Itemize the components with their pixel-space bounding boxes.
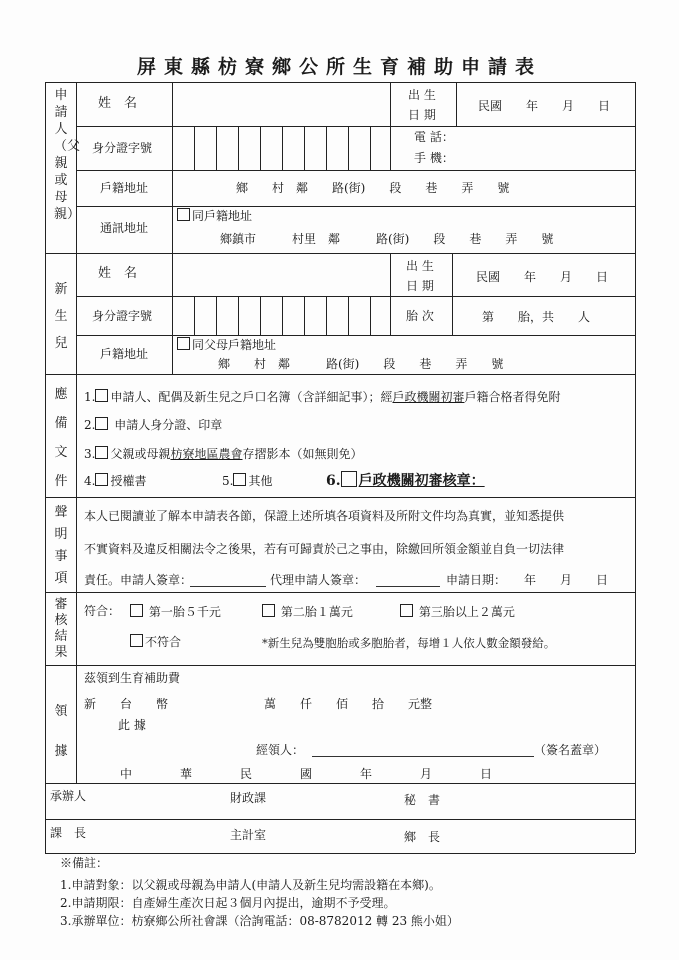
newborn-birth-label-1: 出 生 xyxy=(406,259,434,273)
approval-mayor: 鄉 長 xyxy=(404,830,441,844)
applicant-id-label: 身分證字號 xyxy=(92,141,153,155)
receiver-signature-field[interactable] xyxy=(312,756,534,757)
receipt-section-label: 領據 xyxy=(54,704,68,759)
approval-secretary: 秘 書 xyxy=(404,793,441,807)
receipt-line-3: 此 據 xyxy=(118,718,146,732)
doc-item-1: 1. 申請人、配偶及新生兒之戶口名簿（含詳細記事）；經戶政機關初審戶籍合格者得免附 xyxy=(84,390,561,404)
doc-3-checkbox[interactable] xyxy=(95,446,108,459)
applicant-birth-date-field[interactable]: 民國 年 月 日 xyxy=(478,99,611,113)
newborn-reg-addr-field[interactable]: 鄉 村 鄰 路(街) 段 巷 弄 號 xyxy=(218,357,504,371)
declaration-section-label: 聲明事項 xyxy=(54,505,68,586)
review-opt-3[interactable]: 第三胎以上２萬元 xyxy=(400,604,515,619)
border-right xyxy=(635,82,636,853)
checkbox-icon xyxy=(262,604,275,617)
receipt-amount-field[interactable]: 新 台 幣 萬 仟 佰 拾 元整 xyxy=(84,697,433,711)
newborn-birth-date-field[interactable]: 民國 年 月 日 xyxy=(476,270,609,284)
doc-4-checkbox[interactable] xyxy=(95,473,108,486)
same-as-reg-checkbox[interactable]: 同戶籍地址 xyxy=(177,208,252,223)
newborn-name-label: 姓 名 xyxy=(98,266,138,281)
applicant-name-label: 姓 名 xyxy=(98,96,138,111)
review-note: *新生兒為雙胞胎或多胞胎者，每增１人依人數金額發給。 xyxy=(262,636,556,650)
newborn-reg-addr-label: 戶籍地址 xyxy=(100,347,149,361)
applicant-mail-addr-field[interactable]: 鄉鎮市 村里 鄰 路(街) 段 巷 弄 號 xyxy=(220,232,554,246)
border-bottom xyxy=(45,853,635,854)
applicant-id-field[interactable] xyxy=(174,128,388,168)
newborn-name-field[interactable] xyxy=(174,255,388,294)
newborn-birth-label-2: 日 期 xyxy=(406,279,434,293)
review-section-label: 審核結果 xyxy=(54,597,68,660)
approval-accounting: 主計室 xyxy=(230,828,267,842)
checkbox-icon xyxy=(177,337,190,350)
border-left xyxy=(45,82,46,853)
border-top xyxy=(45,82,635,83)
note-1: 1.申請對象：以父親或母親為申請人(申請人及新生兒均需設籍在本鄉)。 xyxy=(60,878,441,892)
checkbox-icon xyxy=(130,634,143,647)
doc-2-checkbox[interactable] xyxy=(95,417,108,430)
doc-item-5: 5. 其他 xyxy=(222,474,273,488)
applicant-reg-addr-field[interactable]: 鄉 村 鄰 路(街) 段 巷 弄 號 xyxy=(236,181,510,195)
checkbox-icon xyxy=(177,208,190,221)
approval-handler: 承辦人 xyxy=(50,789,87,803)
sign-note: （簽名蓋章） xyxy=(534,743,607,757)
applicant-signature-field[interactable] xyxy=(190,586,266,587)
newborn-order-field[interactable]: 第 胎，共 人 xyxy=(482,310,591,324)
newborn-id-label: 身分證字號 xyxy=(92,309,153,323)
declaration-line-3a: 責任。申請人簽章： xyxy=(84,573,193,587)
doc-6-checkbox[interactable] xyxy=(341,471,357,487)
newborn-order-label: 胎 次 xyxy=(406,309,434,323)
checkbox-icon xyxy=(130,604,143,617)
form-title: 屏東縣枋寮鄉公所生育補助申請表 xyxy=(136,56,542,78)
doc-item-2: 2. 申請人身分證、印章 xyxy=(84,418,223,432)
applicant-phone-label: 電 話： xyxy=(414,130,454,144)
declaration-line-2: 不實資料及違反相關法令之後果，若有可歸責於己之事由，除繳回所領金額並自負一切法律 xyxy=(84,542,565,556)
receiver-label: 經領人： xyxy=(256,743,305,757)
applicant-birth-label-2: 日 期 xyxy=(408,108,436,122)
doc-item-4: 4. 授權書 xyxy=(84,474,147,488)
note-2: 2.申請期限：自產婦生產次日起３個月內提出，逾期不予受理。 xyxy=(60,896,396,910)
doc-5-checkbox[interactable] xyxy=(233,473,246,486)
receipt-date-field[interactable]: 中 華 民 國 年 月 日 xyxy=(120,767,493,781)
applicant-mail-addr-label: 通訊地址 xyxy=(100,221,149,235)
newborn-section-label: 新生兒 xyxy=(54,282,68,351)
eligible-label: 符合： xyxy=(84,604,121,618)
applicant-mobile-label: 手 機： xyxy=(414,151,454,165)
applicant-birth-label-1: 出 生 xyxy=(408,88,436,102)
note-3: 3.承辦單位：枋寮鄉公所社會課（洽詢電話：08-8782012 轉 23 熊小姐） xyxy=(60,914,459,928)
application-date-field[interactable]: 申請日期： 年 月 日 xyxy=(446,573,609,587)
notes-header: ※備註： xyxy=(60,856,109,870)
newborn-id-field[interactable] xyxy=(174,298,388,333)
documents-section-label: 應備文件 xyxy=(54,387,68,489)
agent-signature-field[interactable] xyxy=(376,586,440,587)
applicant-phone-field[interactable] xyxy=(464,128,632,168)
applicant-section-label: 申請人（父親或母親） xyxy=(54,88,81,222)
approval-finance: 財政課 xyxy=(230,791,267,805)
doc-1-checkbox[interactable] xyxy=(95,389,108,402)
applicant-name-field[interactable] xyxy=(174,84,388,124)
receipt-line-1: 茲領到生育補助費 xyxy=(84,671,181,685)
checkbox-icon xyxy=(400,604,413,617)
declaration-line-1: 本人已閱讀並了解本申請表各節，保證上述所填各項資料及所附文件均為真實，並知悉提供 xyxy=(84,509,565,523)
approval-chief: 課 長 xyxy=(50,826,87,840)
same-as-parent-checkbox[interactable]: 同父母戶籍地址 xyxy=(177,337,276,352)
applicant-reg-addr-label: 戶籍地址 xyxy=(100,181,149,195)
review-opt-1[interactable]: 第一胎５千元 xyxy=(130,604,221,619)
review-ineligible[interactable]: 不符合 xyxy=(130,634,181,649)
review-opt-2[interactable]: 第二胎１萬元 xyxy=(262,604,353,619)
declaration-line-3b: 代理申請人簽章： xyxy=(270,573,367,587)
doc-item-3: 3. 父親或母親枋寮地區農會存摺影本（如無則免） xyxy=(84,447,363,461)
doc-item-6: 6. 戶政機關初審核章： xyxy=(326,473,485,489)
